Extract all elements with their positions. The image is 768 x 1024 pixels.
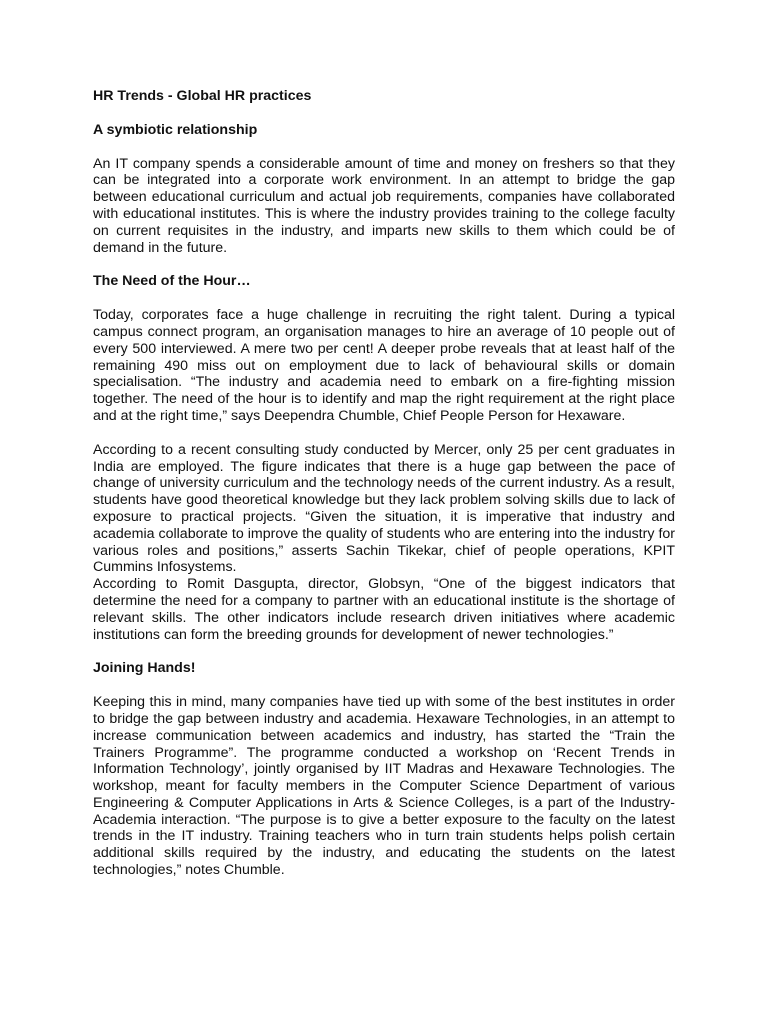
- document-body: [93, 88, 675, 879]
- paragraph: According to a recent consulting study conducted by Mercer, only 25 per cent graduates in India are employed. The figure indicates that there is a huge gap between the pace of change of university curriculum and the technology needs of the current industry. As a result, students have good theoretical knowledge but they lack problem solving skills due to lack of exposure to practical projects. “Given the situation, it is imperative that industry and academia collaborate to improve the quality of students who are entering into the industry for various roles and positions,” asserts Sachin Tikekar, chief of people operations, KPIT Cummins Infosystems.: [93, 441, 675, 576]
- paragraph: An IT company spends a considerable amount of time and money on freshers so that they can be integrated into a corporate work environment. In an attempt to bridge the gap between educational curriculum and actual job requirements, companies have collaborated with educational institutes. This is where the industry provides training to the college faculty on current requisites in the industry, and imparts new skills to them which could be of demand in the future.: [93, 155, 675, 256]
- paragraph: Keeping this in mind, many companies have tied up with some of the best institutes in order to bridge the gap between industry and academia. Hexaware Technologies, in an attempt to increase communication between academics and industry, has started the “Train the Trainers Programme”. The programme conducted a workshop on ‘Recent Trends in Information Technology’, jointly organised by IIT Madras and Hexaware Technologies. The workshop, meant for faculty members in the Computer Science Department of various Engineering & Computer Applications in Arts & Science Colleges, is a part of the Industry-Academia interaction. “The purpose is to give a better exposure to the faculty on the latest trends in the IT industry. Training teachers who in turn train students helps polish certain additional skills required by the industry, and educating the students on the latest technologies,” notes Chumble.: [93, 694, 675, 879]
- paragraph: According to Romit Dasgupta, director, Globsyn, “One of the biggest indicators that determine the need for a company to partner with an educational institute is the shortage of relevant skills. The other indicators include research driven initiatives where academic institutions can form the breeding grounds for development of newer technologies.”: [93, 576, 675, 643]
- paragraph: Today, corporates face a huge challenge in recruiting the right talent. During a typical campus connect program, an organisation manages to hire an average of 10 people out of every 500 interviewed. A mere two per cent! A deeper probe reveals that at least half of the remaining 490 miss out on employment due to lack of behavioural skills or domain specialisation. “The industry and academia need to embark on a fire-fighting mission together. The need of the hour is to identify and map the right requirement at the right place and at the right time,” says Deependra Chumble, Chief People Person for Hexaware.: [93, 307, 675, 424]
- section-heading-joining-hands: Joining Hands!: [93, 660, 196, 677]
- section-heading-need-of-the-hour: The Need of the Hour…: [93, 273, 251, 290]
- document-title: HR Trends - Global HR practices: [93, 88, 312, 104]
- section-heading-symbiotic-relationship: A symbiotic relationship: [93, 121, 258, 138]
